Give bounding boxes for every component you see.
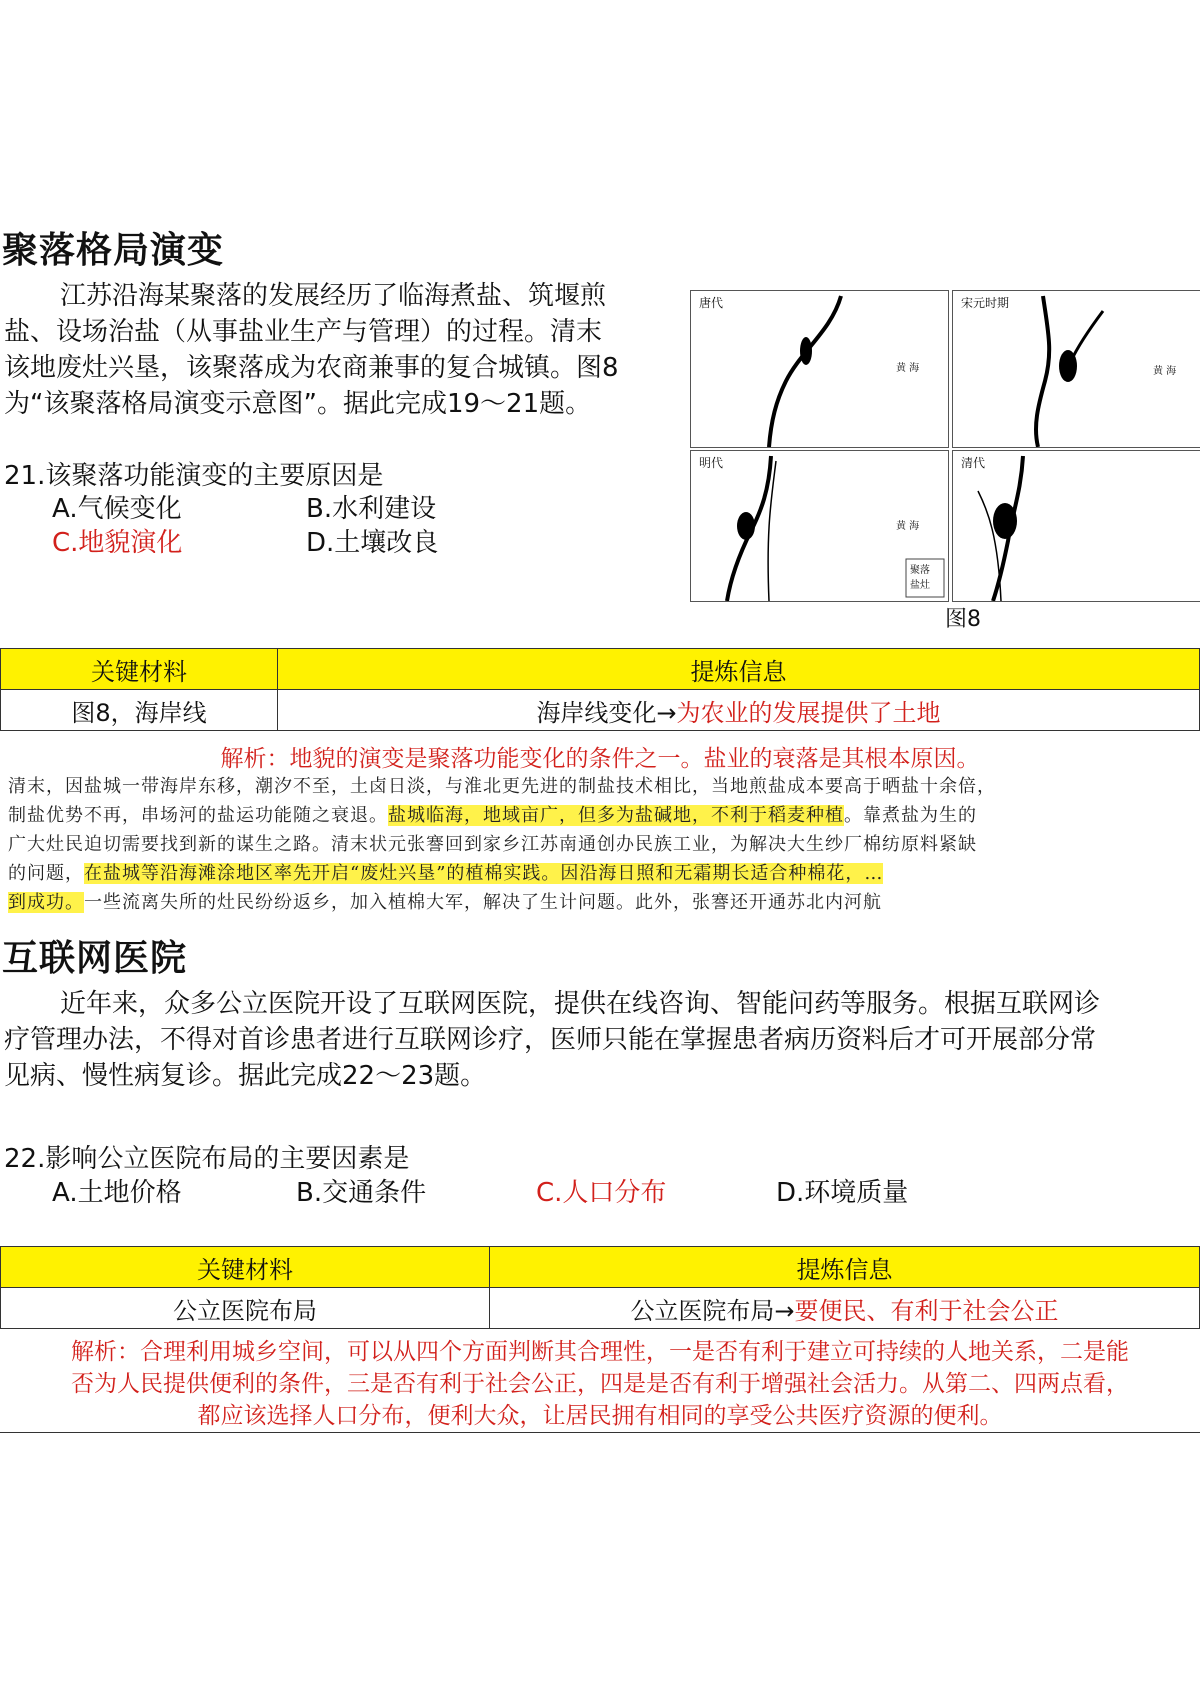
- map-panel-tang: [690, 290, 949, 448]
- legend-saltworks: 盐灶: [910, 580, 930, 591]
- note-text: 的问题，: [8, 863, 84, 884]
- explanation-line: 否为人民提供便利的条件，三是否有利于社会公正，四是是否有利于增强社会活力。从第二、四两点看，: [71, 1371, 1129, 1397]
- note-highlight: …: [864, 863, 884, 884]
- note-line: 广大灶民迫切需要找到新的谋生之路。清末状元张謇回到家乡江苏南通创办民族工业，为解决大生纱厂棉纺原料紧缺: [8, 834, 977, 855]
- q21-option-d: D.土壤改良: [306, 528, 439, 558]
- note-highlight: 在盐城等沿海滩涂地区率先开启“废灶兴垦”的植棉实践。因沿海日照和无霜期长适合种棉花，: [84, 863, 865, 884]
- table-header-material: 关键材料: [1, 1247, 490, 1288]
- panel-label: 明代: [699, 456, 724, 470]
- table-cell-info: [278, 690, 1200, 731]
- note-line: [8, 888, 1198, 917]
- sea-label: 黄 海: [1153, 366, 1177, 377]
- map-panel-songyuan: [952, 290, 1200, 448]
- note-line: [8, 859, 1198, 888]
- q21-option-a: A.气候变化: [52, 494, 182, 524]
- key-material-table-1: [0, 648, 1200, 731]
- explanation-21: 解析：地貌的演变是聚落功能变化的条件之一。盐业的衰落是其根本原因。: [220, 746, 980, 772]
- q21-stem: 21.该聚落功能演变的主要原因是: [4, 461, 384, 491]
- explanation-line: 都应该选择人口分布，便利大众，让居民拥有相同的享受公共医疗资源的便利。: [197, 1403, 1003, 1429]
- map-panel-ming: [690, 450, 949, 602]
- panel-label: 唐代: [699, 296, 724, 310]
- sea-label: 黄 海: [896, 521, 920, 532]
- note-highlight: 盐城临海，地域亩广，但多为盐碱地，不利于稻麦种植: [388, 805, 844, 826]
- panel-label: 清代: [961, 456, 986, 470]
- map-panel-qing: [952, 450, 1200, 602]
- intro-line: 江苏沿海某聚落的发展经历了临海煮盐、筑堰煎: [60, 281, 607, 311]
- intro-line: 近年来，众多公立医院开设了互联网医院，提供在线咨询、智能问药等服务。根据互联网诊: [60, 989, 1101, 1019]
- table-cell-info: [490, 1288, 1200, 1329]
- explanation-line: 解析：合理利用城乡空间，可以从四个方面判断其合理性，一是否有利于建立可持续的人地关系，二是能: [71, 1339, 1129, 1365]
- settlement-intro: [4, 278, 644, 422]
- legend-settlement: 聚落: [910, 565, 930, 576]
- figure-8-map: [690, 290, 1200, 632]
- hospital-intro: [4, 986, 1200, 1094]
- info-highlight: 为农业的发展提供了土地: [676, 698, 941, 727]
- section-title-internet-hospital: 互联网医院: [2, 938, 188, 979]
- info-prefix: 海岸线变化→: [536, 698, 677, 727]
- intro-line: 盐、设场治盐（从事盐业生产与管理）的过程。清末: [4, 317, 603, 347]
- q22-option-b: B.交通条件: [296, 1178, 427, 1208]
- explanation-22: [0, 1336, 1200, 1432]
- panel-label: 宋元时期: [961, 296, 1010, 310]
- intro-line: 为“该聚落格局演变示意图”。据此完成19～21题。: [4, 389, 592, 419]
- q22-stem: 22.影响公立医院布局的主要因素是: [4, 1144, 410, 1174]
- q22-option-a: A.土地价格: [52, 1178, 182, 1208]
- intro-line: 见病、慢性病复诊。据此完成22～23题。: [4, 1061, 487, 1091]
- q22-option-c-answer: C.人口分布: [536, 1178, 667, 1208]
- info-highlight: 要便民、有利于社会公正: [794, 1296, 1059, 1325]
- sea-label: 黄 海: [896, 363, 920, 374]
- note-text: 制盐优势不再，串场河的盐运功能随之衰退。: [8, 805, 388, 826]
- bottom-divider: [0, 1432, 1200, 1433]
- table-header-material: 关键材料: [1, 649, 278, 690]
- table-cell-material: 图8，海岸线: [1, 690, 278, 731]
- table-header-info: 提炼信息: [490, 1247, 1200, 1288]
- note-text: 。靠煮盐为生的: [844, 805, 977, 826]
- intro-line: 该地废灶兴垦，该聚落成为农商兼事的复合城镇。图8: [4, 353, 619, 383]
- table-header-info: 提炼信息: [278, 649, 1200, 690]
- table-cell-material: 公立医院布局: [1, 1288, 490, 1329]
- figure-caption: 图8: [945, 607, 981, 632]
- q21-option-c-answer: C.地貌演化: [52, 528, 183, 558]
- intro-line: 疗管理办法，不得对首诊患者进行互联网诊疗，医师只能在掌握患者病历资料后才可开展部分常: [4, 1025, 1097, 1055]
- handwritten-notes: [8, 772, 1198, 920]
- note-text: 一些流离失所的灶民纷纷返乡，加入植棉大军，解决了生计问题。此外，张謇还开通苏北内河航: [84, 892, 882, 913]
- note-line: 清末，因盐城一带海岸东移，潮汐不至，土卤日淡，与淮北更先进的制盐技术相比，当地煎盐成本要高于晒盐十余倍，: [8, 776, 996, 797]
- note-highlight: 到成功。: [8, 892, 84, 913]
- key-material-table-2: [0, 1246, 1200, 1329]
- info-prefix: 公立医院布局→: [630, 1296, 795, 1325]
- section-title-settlement: 聚落格局演变: [2, 230, 225, 271]
- q22-option-d: D.环境质量: [776, 1178, 909, 1208]
- q21-option-b: B.水利建设: [306, 494, 437, 524]
- note-line: [8, 801, 1198, 830]
